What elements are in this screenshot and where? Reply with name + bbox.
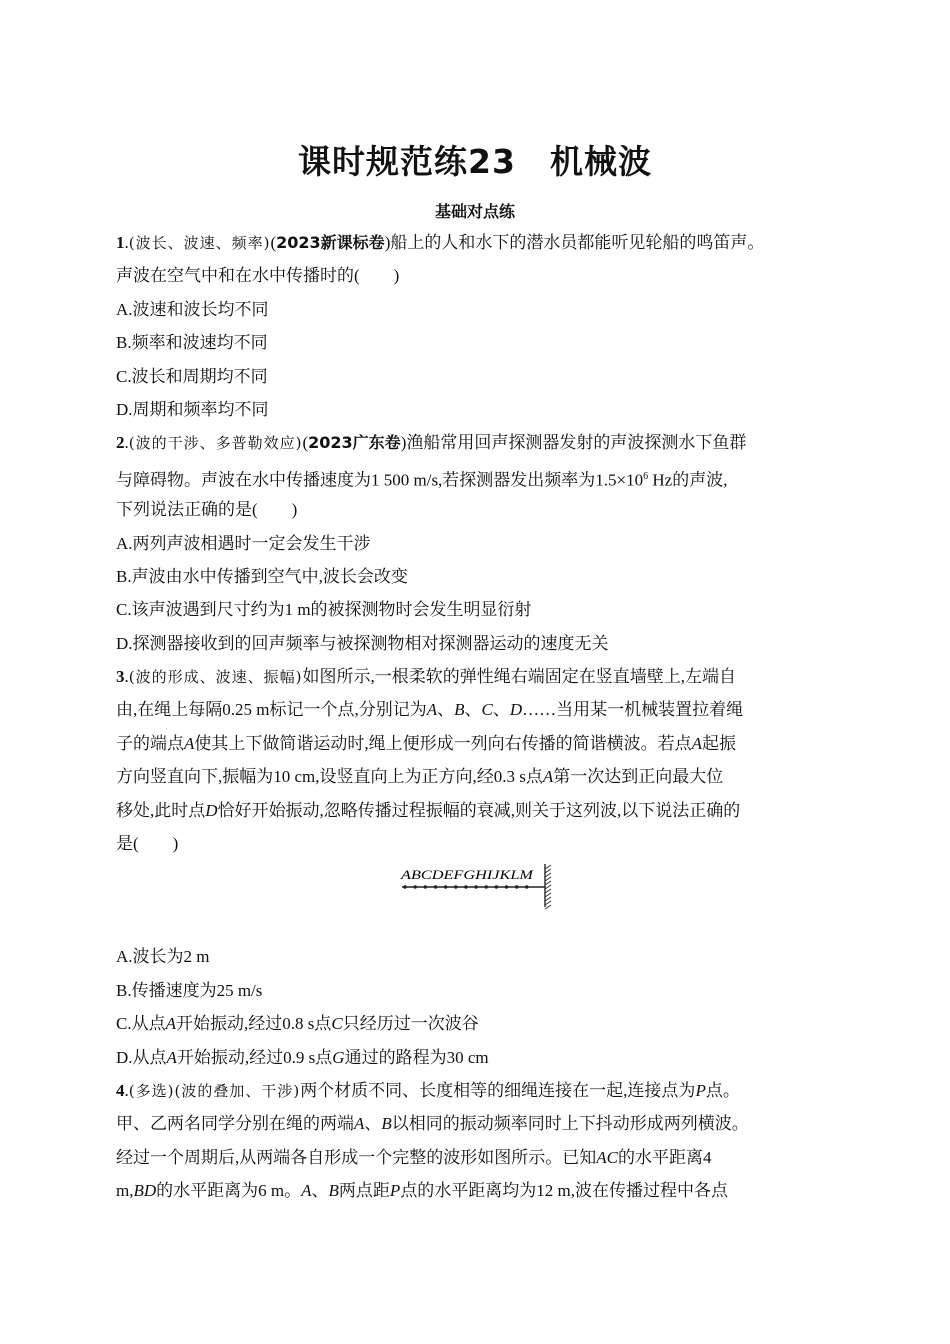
q3-stem-line6: 是( )	[116, 834, 179, 854]
q3-stem-line3: 子的端点A使其上下做简谐运动时,绳上便形成一列向右传播的简谐横波。若点A起振	[116, 733, 737, 753]
topic-tag: (波长、波速、频率)	[128, 234, 271, 252]
rope-point-labels: ABCDEFGHIJKLM	[399, 867, 535, 883]
q2-stem-line1: 2.(波的干涉、多普勒效应)(2023广东卷)渔船常用回声探测器发射的声波探测水下鱼群	[116, 433, 747, 453]
q3-stem-line4: 方向竖直向下,振幅为10 cm,设竖直向上为正方向,经0.3 s点A第一次达到正向最大位	[116, 767, 724, 787]
question-number: 3	[116, 667, 125, 687]
wall-hatch-line	[545, 897, 551, 901]
wall-hatch-line	[545, 885, 551, 889]
q1-stem-line2: 声波在空气中和在水中传播时的( )	[116, 266, 400, 286]
rope-point-dot	[495, 886, 498, 889]
q4-stem-line2: 甲、乙两名同学分别在绳的两端A、B以相同的振动频率同时上下抖动形成两列横波。	[116, 1114, 749, 1134]
q3-option-a: A.波长为2 m	[116, 947, 210, 967]
rope-point-dot	[485, 886, 488, 889]
q3-stem-line2: 由,在绳上每隔0.25 m标记一个点,分别记为A、B、C、D……当用某一机械装置拉着绳	[116, 700, 744, 720]
q3-stem-line1: 3.(波的形成、波速、振幅)如图所示,一根柔软的弹性绳右端固定在竖直墙壁上,左端自	[116, 667, 736, 687]
topic-tag: (波的叠加、干涉)	[174, 1081, 301, 1100]
q4-stem-line3: 经过一个周期后,从两端各自形成一个完整的波形如图所示。已知AC的水平距离4	[116, 1147, 712, 1167]
rope-point-dot	[474, 886, 477, 889]
q2-stem-line3: 下列说法正确的是( )	[116, 500, 298, 520]
q4-stem-line4: m,BD的水平距离为6 m。A、B两点距P点的水平距离均为12 m,波在传播过程中各点	[116, 1181, 729, 1201]
q1-option-c: C.波长和周期均不同	[116, 366, 268, 386]
rope-point-dot	[454, 886, 457, 889]
wall-hatch-line	[545, 905, 551, 909]
wall-hatch-line	[545, 865, 551, 869]
question-list	[116, 226, 842, 1208]
rope-point-dot	[505, 886, 508, 889]
rope-point-dot	[444, 886, 447, 889]
q1-option-a: A.波速和波长均不同	[116, 299, 269, 319]
wall-hatch-line	[545, 889, 551, 893]
rope-point-dot	[424, 886, 427, 889]
q1-option-b: B.频率和波速均不同	[116, 333, 268, 353]
wall-hatching	[545, 865, 551, 909]
page-title: 课时规范练23 机械波	[298, 142, 652, 181]
rope-diagram	[398, 862, 558, 912]
rope-point-dot	[464, 886, 467, 889]
q3-stem-line5: 移处,此时点D恰好开始振动,忽略传播过程振幅的衰减,则关于这列波,以下说法正确的	[116, 800, 741, 820]
exam-source: 2023新课标卷	[276, 233, 385, 252]
q2-option-b: B.声波由水中传播到空气中,波长会改变	[116, 566, 408, 586]
rope-figure	[116, 860, 842, 940]
rope-point-dot	[434, 886, 437, 889]
topic-tag: (波的干涉、多普勒效应)	[128, 434, 303, 453]
wall-hatch-line	[545, 893, 551, 897]
question-number: 2	[116, 433, 125, 453]
q2-stem-line2: 与障碍物。声波在水中传播速度为1 500 m/s,若探测器发出频率为$1.5\times 10^6$ Hz的声波,	[116, 470, 728, 490]
rope-point-dot	[403, 886, 406, 889]
q3-option-b: B.传播速度为25 m/s	[116, 980, 263, 1000]
rope-point-dot	[414, 886, 417, 889]
wall-hatch-line	[545, 873, 551, 877]
wall-hatch-line	[545, 877, 551, 881]
topic-tag: (多选)	[128, 1081, 175, 1100]
q1-stem-line1: 1.(波长、波速、频率)(2023新课标卷)船上的人和水下的潜水员都能听见轮船的鸣笛声。	[116, 233, 765, 252]
q1-option-d: D.周期和频率均不同	[116, 399, 269, 419]
rope-point-dot	[515, 886, 518, 889]
wall-hatch-line	[545, 881, 551, 885]
question-number: 1	[116, 233, 125, 252]
wall-hatch-line	[545, 869, 551, 873]
q3-option-c: C.从点A开始振动,经过0.8 s点C只经历过一次波谷	[116, 1014, 479, 1034]
q2-option-d: D.探测器接收到的回声频率与被探测物相对探测器运动的速度无关	[116, 633, 609, 653]
exam-source: 2023广东卷	[308, 433, 401, 453]
section-heading: 基础对点练	[434, 202, 515, 221]
q2-option-a: A.两列声波相遇时一定会发生干涉	[116, 533, 371, 553]
q4-stem-line1: 4.(多选)(波的叠加、干涉)两个材质不同、长度相等的细绳连接在一起,连接点为P点。	[116, 1080, 740, 1100]
rope-point-dot	[525, 886, 528, 889]
wall-hatch-line	[545, 901, 551, 905]
topic-tag: (波的形成、波速、振幅)	[128, 668, 303, 687]
q3-option-d: D.从点A开始振动,经过0.9 s点G通过的路程为30 cm	[116, 1047, 489, 1067]
q2-option-c: C.该声波遇到尺寸约为1 m的被探测物时会发生明显衍射	[116, 600, 532, 620]
question-number: 4	[116, 1080, 125, 1100]
